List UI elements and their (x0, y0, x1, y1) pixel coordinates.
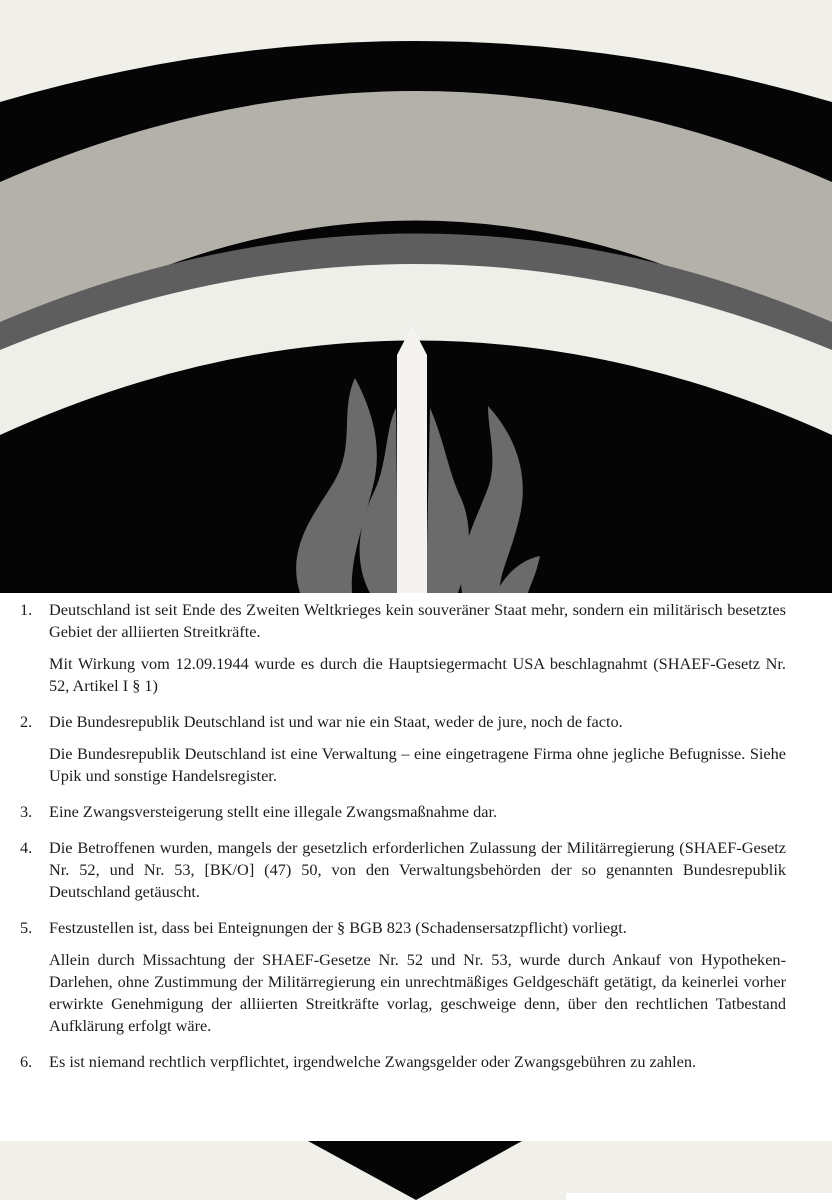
item-paragraph: Die Betroffenen wurden, mangels der gesetzlich erforderlichen Zulassung der Militärregierung (SHAEF-Gesetz Nr. 52, und Nr. 53, [BK/O] (47) 50, von den Verwaltungsbehörden der so genannten Bundesrepublik Deutschland getäuscht. (49, 838, 786, 901)
list-item (20, 1051, 786, 1073)
list-item (20, 837, 786, 903)
item-paragraph: Mit Wirkung vom 12.09.1944 wurde es durch die Hauptsiegermacht USA beschlagnahmt (SHAEF-Gesetz Nr. 52, Artikel I § 1) (49, 654, 786, 695)
list-item (20, 599, 786, 697)
list-item (20, 711, 786, 787)
item-number: 1. (20, 600, 33, 619)
item-number: 5. (20, 918, 33, 937)
item-number: 2. (20, 712, 33, 731)
list-item (20, 801, 786, 823)
item-paragraph: Die Bundesrepublik Deutschland ist eine Verwaltung – eine eingetragene Firma ohne jegliche Befugnisse. Siehe Upik und sonstige Handelsregister. (49, 744, 786, 785)
item-paragraph: Deutschland ist seit Ende des Zweiten Weltkrieges kein souveräner Staat mehr, sondern ein militärisch besetztes Gebiet der alliierten Streitkräfte. (49, 600, 786, 641)
shield-tip (308, 1141, 522, 1200)
bottom-edge-strip (566, 1193, 832, 1200)
item-paragraph: Festzustellen ist, dass bei Enteignungen der § BGB 823 (Schadensersatzpflicht) vorliegt. (49, 918, 627, 937)
list-item (20, 917, 786, 1037)
item-paragraph: Die Bundesrepublik Deutschland ist und war nie ein Staat, weder de jure, noch de facto. (49, 712, 623, 731)
item-number: 3. (20, 802, 33, 821)
item-paragraph: Es ist niemand rechtlich verpflichtet, irgendwelche Zwangsgelder oder Zwangsgebühren zu zahlen. (49, 1052, 697, 1071)
item-number: 6. (20, 1052, 33, 1071)
item-paragraph: Eine Zwangsversteigerung stellt eine illegale Zwangsmaßnahme dar. (49, 802, 498, 821)
document-card (0, 593, 832, 1141)
sword-icon (397, 326, 427, 593)
item-number: 4. (20, 838, 33, 857)
item-paragraph: Allein durch Missachtung der SHAEF-Gesetze Nr. 52 und Nr. 53, wurde durch Ankauf von Hypotheken-Darlehen, ohne Zustimmung der Militärregierung ein unrechtmäßiges Geldgeschäft getätigt, da keinerlei vorher erwirkte Genehmigung der alliierten Streitkräfte vorlag, geschweige denn, über den rechtlichen Tatbestand Aufklärung erfolgt wäre. (49, 950, 786, 1035)
